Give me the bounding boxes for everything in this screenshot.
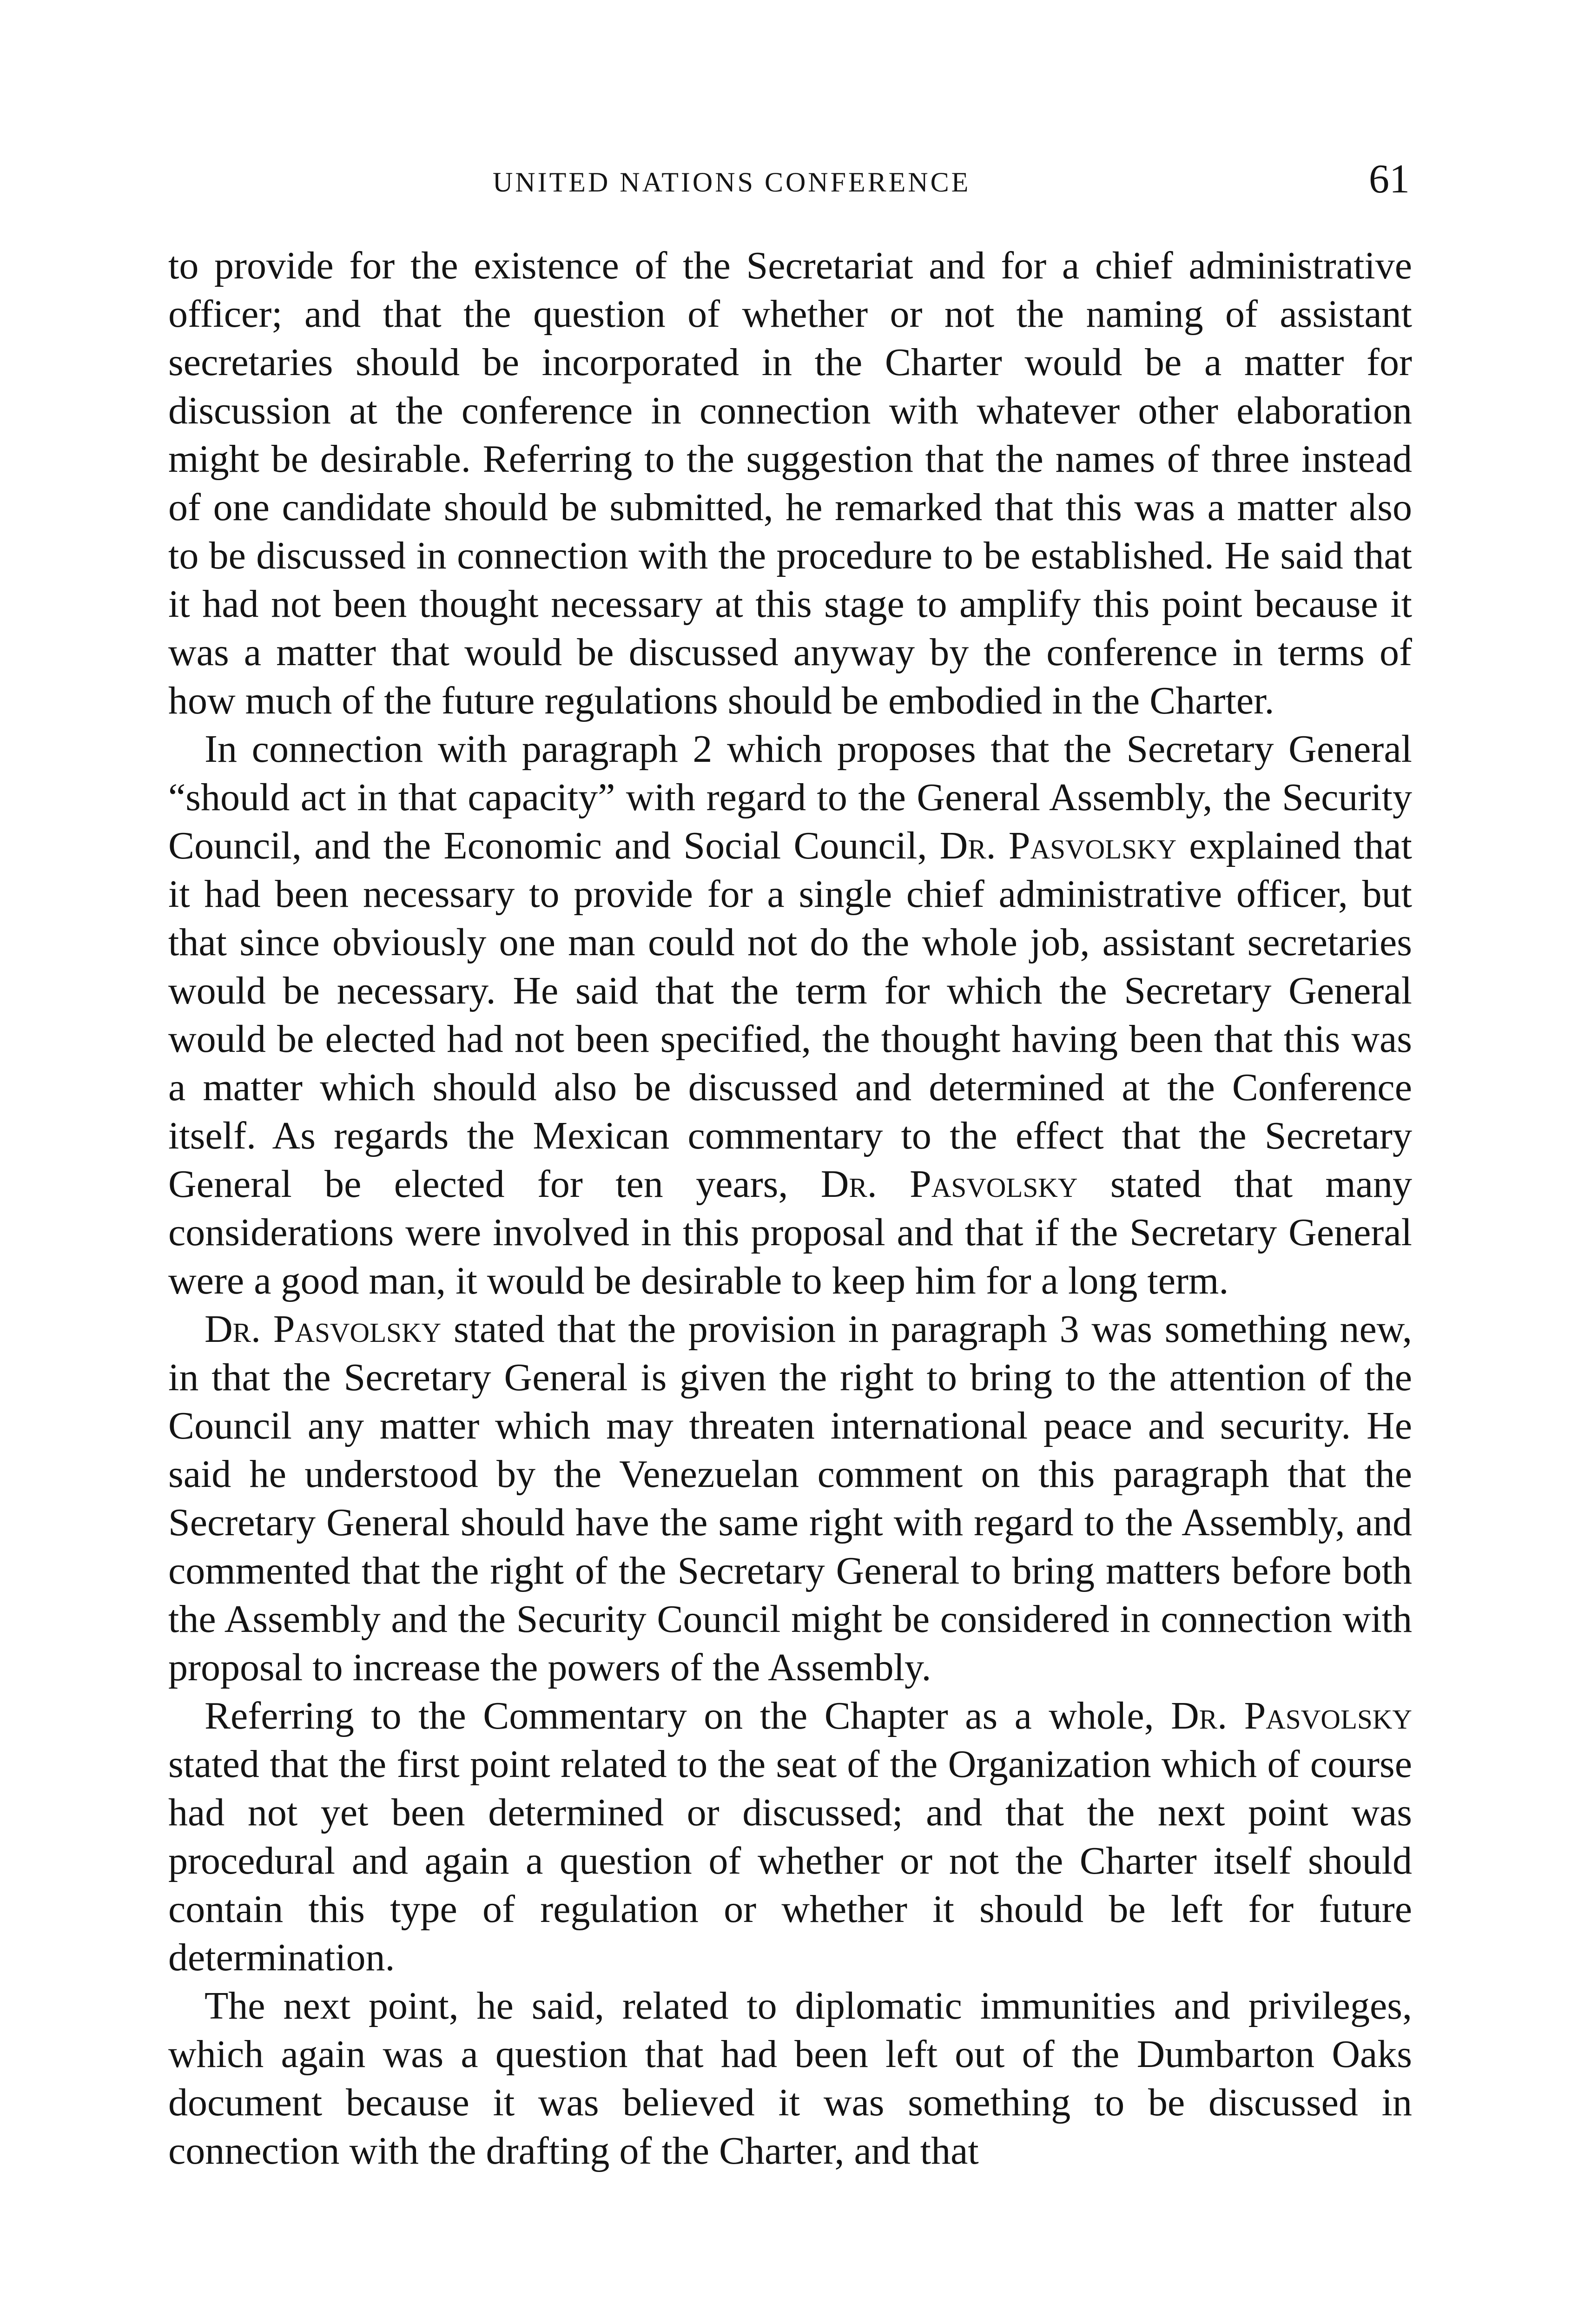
paragraph-3-rest: stated that the provision in paragraph 3 was something new, in that the Secretary General is given the right to bring to the attention of the Council any matter which may threaten international peace and security. He said he understood by the Venezuelan comment on this paragraph that the Secretary General should have the same right with regard to the Assembly, and commented that the right of the Secretary General to bring matters before both the Assembly and the Security Council might be considered in connection with proposal to increase the powers of the Assembly.	[168, 1307, 1413, 1689]
paragraph-2-lead: In connection with paragraph 2 which proposes that the Secretary General “should act in that capacity” with regard to the General Assembly, the Security Council, and the Economic and Social Council,	[168, 727, 1412, 867]
speaker-name: Dr. Pasvolsky	[1171, 1694, 1413, 1737]
paragraph-5: The next point, he said, related to diplomatic immunities and privileges, which again was a question that had been left out of the Dumbarton Oaks document because it was believed it was something to be discussed in connection with the drafting of the Charter, and that	[168, 1984, 1412, 2172]
paragraph-2-rest: stated that many considerations were involved in this proposal and that if the Secretary General were a good man, it would be desirable to keep him for a long term.	[168, 1162, 1413, 1302]
page-number: 61	[1369, 157, 1410, 202]
speaker-name: Dr. Pasvolsky	[939, 824, 1177, 867]
paragraph-2-middle: explained that it had been necessary to provide for a single chief administrative officer, but that since obviously one man could not do the whole job, assistant secretaries would be necessary. He said that the term for which the Secretary General would be elected had not been specified, the thought having been that this was a matter which should also be discussed and determined at the Conference itself. As regards the Mexican commentary to the effect that the Secretary General be elected for ten years,	[168, 824, 1412, 1206]
paragraph-1: to provide for the existence of the Secretariat and for a chief administrative officer; and that the question of whether or not the naming of assistant secretaries should be incorporated in the Charter would be a matter for discussion at the conference in connection with whatever other elaboration might be desirable. Referring to the suggestion that the names of three instead of one candidate should be submitted, he remarked that this was a matter also to be discussed in connection with the procedure to be established. He said that it had not been thought necessary at this stage to amplify this point because it was a matter that would be discussed anyway by the conference in terms of how much of the future regulations should be embodied in the Charter.	[168, 244, 1412, 722]
paragraph-4	[168, 1692, 1412, 1982]
paragraph-2	[168, 725, 1412, 1305]
running-title: UNITED NATIONS CONFERENCE	[493, 167, 971, 198]
paragraph-3	[168, 1305, 1412, 1692]
paragraph-4-lead: Referring to the Commentary on the Chapter as a whole,	[205, 1694, 1171, 1737]
body-text	[168, 242, 1412, 2175]
speaker-name: Dr. Pasvolsky	[820, 1162, 1078, 1206]
paragraph-4-rest: stated that the first point related to the seat of the Organization which of course had not yet been determined or discussed; and that the next point was procedural and again a question of whether or not the Charter itself should contain this type of regulation or whether it should be left for future determination.	[168, 1743, 1412, 1979]
speaker-name: Dr. Pasvolsky	[205, 1307, 442, 1351]
